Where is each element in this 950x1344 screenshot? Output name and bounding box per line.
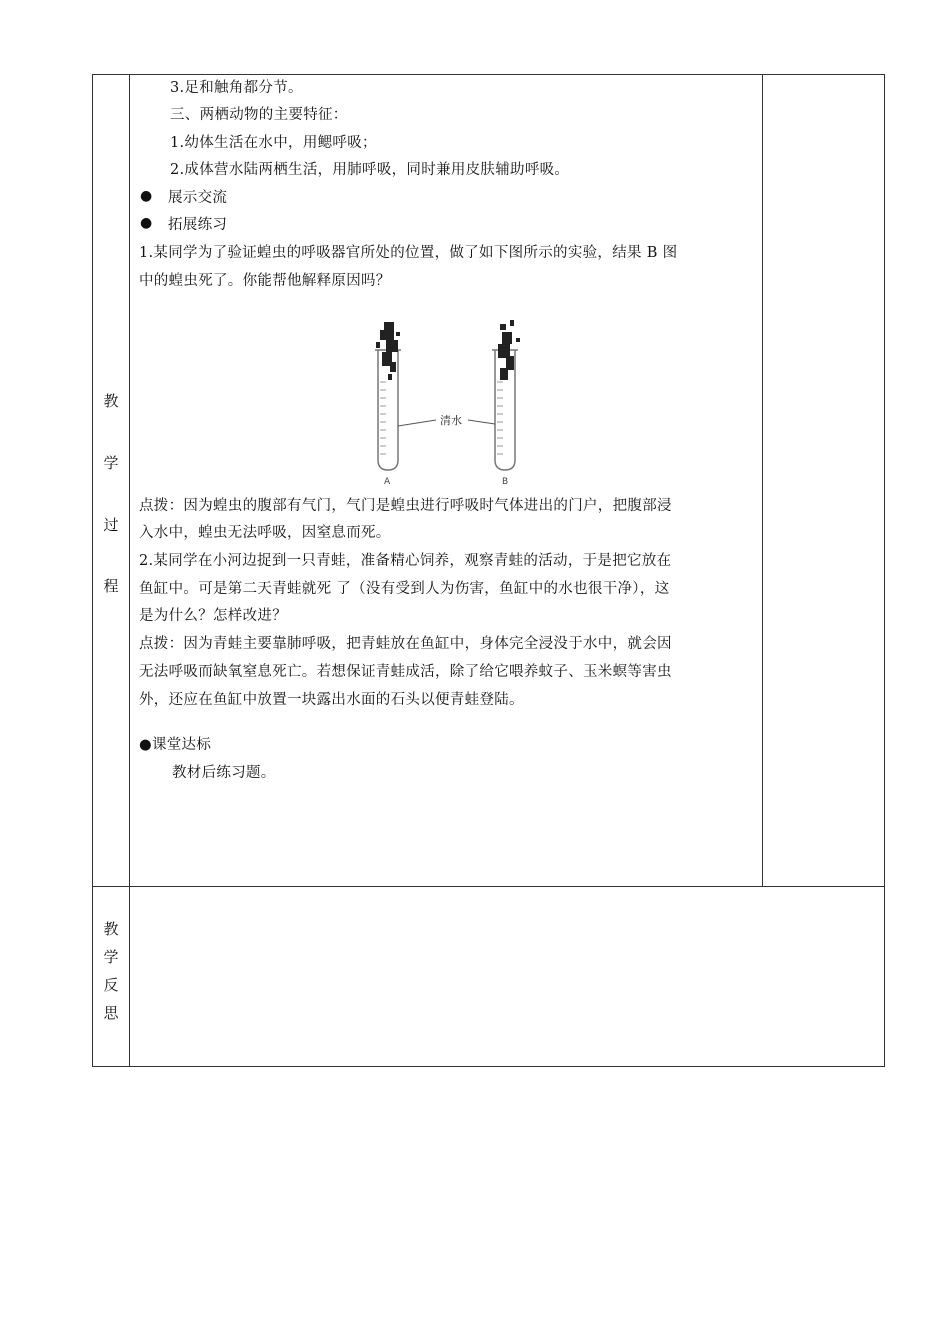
table-row-divider — [92, 886, 885, 887]
text-line-4: 2.成体营水陆两栖生活，用肺呼吸，同时兼用皮肤辅助呼吸。 — [170, 162, 570, 178]
label-water: 清水 — [440, 414, 462, 427]
side-label-process-2: 学 — [103, 454, 119, 472]
water-level-ticks-b — [497, 382, 503, 454]
label-pointer-b — [468, 420, 495, 424]
side-label-reflection-3: 反 — [103, 976, 119, 994]
label-tube-a: A — [384, 477, 391, 487]
locust-a-icon — [376, 322, 400, 380]
answer-1-line-1: 点拨：因为蝗虫的腹部有气门，气门是蝗虫进行呼吸时气体进出的门户，把腹部浸 — [139, 498, 672, 514]
answer-2-line-2: 无法呼吸而缺氧窒息死亡。若想保证青蛙成活，除了给它喂养蚊子、玉米螟等害虫 — [139, 664, 672, 680]
question-1-line-1: 1.某同学为了验证蝗虫的呼吸器官所处的位置，做了如下图所示的实验，结果 B 图 — [139, 245, 678, 261]
bullet-dot-icon: ● — [140, 188, 153, 204]
text-line-3: 1.幼体生活在水中，用鳃呼吸； — [170, 135, 377, 151]
side-label-process-4: 程 — [103, 577, 119, 595]
heading-extend-practice: 拓展练习 — [168, 217, 228, 233]
heading-show-exchange: 展示交流 — [168, 190, 228, 206]
answer-2-line-1: 点拨：因为青蛙主要靠肺呼吸，把青蛙放在鱼缸中，身体完全浸没于水中，就会因 — [139, 636, 672, 652]
answer-1-line-2: 入水中，蝗虫无法呼吸，因窒息而死。 — [139, 525, 391, 541]
question-1-line-2: 中的蝗虫死了。你能帮他解释原因吗？ — [139, 273, 391, 289]
answer-2-line-3: 外，还应在鱼缸中放置一块露出水面的石头以便青蛙登陆。 — [139, 692, 524, 708]
experiment-figure — [360, 312, 540, 492]
label-tube-b: B — [502, 477, 509, 487]
text-line-1: 3.足和触角都分节。 — [170, 80, 303, 96]
table-col-divider-right — [762, 74, 763, 886]
heading-class-target: ●课堂达标 — [139, 737, 212, 753]
question-2-line-2: 鱼缸中。可是第二天青蛙就死 了（没有受到人为伤害，鱼缸中的水也很干净），这 — [139, 581, 670, 597]
text-line-2: 三、两栖动物的主要特征： — [170, 107, 348, 123]
label-pointer-a — [398, 420, 436, 426]
bullet-dot-icon: ● — [140, 215, 153, 231]
side-label-reflection-1: 教 — [103, 920, 119, 938]
water-level-ticks-a — [380, 382, 386, 454]
question-2-line-3: 是为什么？怎样改进？ — [139, 608, 287, 624]
class-exercise-text: 教材后练习题。 — [172, 765, 276, 781]
side-label-reflection-4: 思 — [103, 1004, 119, 1022]
side-label-process-3: 过 — [103, 516, 119, 534]
side-label-reflection-2: 学 — [103, 948, 119, 966]
question-2-line-1: 2.某同学在小河边捉到一只青蛙，准备精心饲养，观察青蛙的活动，于是把它放在 — [139, 553, 672, 569]
side-label-process-1: 教 — [103, 392, 119, 410]
table-col-divider-left — [129, 74, 130, 1067]
